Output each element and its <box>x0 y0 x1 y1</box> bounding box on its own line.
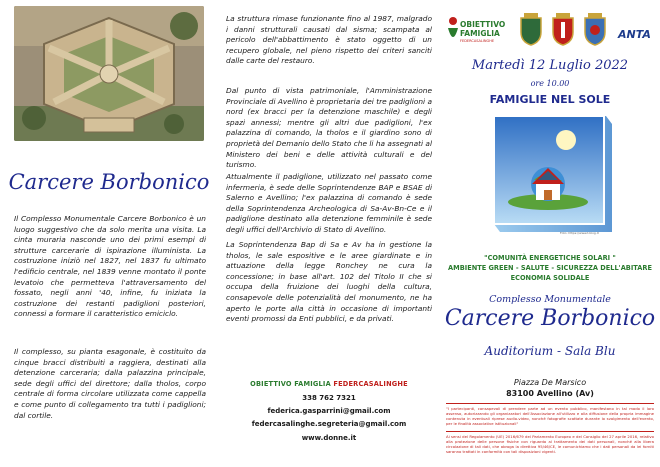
paragraph-current-use: Attualmente il padiglione, utilizzato nel passato come infermeria, è sede delle Soprintendenze BAP e BSAE di Salerno e Avellino; l'ex palazzina di comando è sede della Soprintendenza Archeologica di Sa-Av-Bn-Ce e il padiglione destinato alla detenzione femminile è sede degli uffici dell'Archivio di Stato di Avellino. <box>226 172 432 234</box>
venue-piazza: Piazza De Marsico <box>513 378 587 387</box>
obiettivo-famiglia-logo: OBIETTIVO FAMIGLIA FEDERCASALINGHE <box>446 14 510 50</box>
paragraph-structure: Il complesso, su pianta esagonale, è costituito da cinque bracci distribuiti a raggiera, destinati alla detenzione carceraria; dalla palazzina principale, sede degli uffici del direttore; dalla tholos, corpo centrale di forma circolare utilizzata come cappella e come punto di collegamento tra tutti i padiglioni; dal cortile. <box>14 347 206 420</box>
panel-middle <box>218 0 440 467</box>
contact-org <box>218 380 440 388</box>
crest-icon-1 <box>518 12 544 46</box>
paragraph-history: Il Complesso Monumentale Carcere Borbonico è un luogo suggestivo che da solo merita una visita. La cinta muraria nasconde uno dei primi esempi di strutture carcerarie di ispirazione illuminista. La costruzione iniziò nel 1827, nel 1837 fu ultimato l'edificio centrale, nel 1839 venne montato il ponte levatoio che permetteva l'attraversamento del fossato, negli anni '40, infine, fu iniziata la costruzione dei restanti padiglioni posteriori, connessi a formare il caratteristico emiciclo. <box>14 214 206 319</box>
venue-carcere: Carcere Borbonico <box>444 306 656 331</box>
anta-logo: ANTA <box>618 28 651 41</box>
divider-mid <box>446 431 654 432</box>
paragraph-ownership: Dal punto di vista patrimoniale, l'Amministrazione Provinciale di Avellino è proprietaria dei tre padiglioni a nord (ex bracci per la detenzione maschile) e degli spazi annessi; mentre gli altri due padiglioni, l'ex palazzina di comando, la tholos e il giardino sono di proprietà del Demanio dello Stato che li ha assegnati al Ministero dei beni e delle attività culturali e del turismo. <box>226 86 432 170</box>
panel-right <box>440 0 660 467</box>
crest-icon-2 <box>550 12 576 46</box>
venue-complesso: Complesso Monumentale <box>489 294 611 305</box>
title-carcere-borbonico: Carcere Borbonico <box>8 170 210 194</box>
image-credit: Foto: https://www.t.blog.it <box>560 231 599 235</box>
privacy-note-1: "I partecipanti, consapevoli di prendere parte ad un evento pubblico, manifestano in tal modo il loro assenso, autorizzando gli organizzatori dell'Associazione all'utilizzo e alla diffusione della propria immagine contenuta in eventuali riprese audio-video, nonché fotografie scattate durante lo svolgimento dell'evento, per le finalità associative istituzionali" <box>446 406 654 426</box>
panel-left <box>0 0 218 467</box>
event-time: ore 10.00 <box>530 79 570 88</box>
crest-icon-3 <box>582 12 608 46</box>
logos-row <box>446 4 656 54</box>
solar-house-image <box>480 110 620 238</box>
event-headline: FAMIGLIE NEL SOLE <box>489 93 611 106</box>
contact-email-2[interactable]: federcasalinghe.segreteria@gmail.com <box>251 420 407 428</box>
theme-line-2: AMBIENTE GREEN - SALUTE - SICUREZZA DELL'ABITARE <box>448 264 652 272</box>
theme-line-3: ECONOMIA SOLIDALE <box>510 274 590 282</box>
contact-website[interactable]: www.donne.it <box>301 434 357 442</box>
venue-city: 83100 Avellino (Av) <box>506 389 594 398</box>
org-name-a: OBIETTIVO FAMIGLIA <box>250 380 334 388</box>
divider-top <box>446 403 654 404</box>
theme-line-1: "COMUNITÀ ENERGETICHE SOLARI " <box>484 254 616 262</box>
org-name-b: FEDERCASALINGHE <box>333 380 408 388</box>
paragraph-restoration: La struttura rimase funzionante fino al 1987, malgrado i danni strutturali causati dal sisma; scampata al pericolo dell'abbattimento è stato oggetto di un recupero globale, nel pieno rispetto dei criteri sanciti dalle carte del restauro. <box>226 14 432 66</box>
paragraph-management: La Soprintendenza Bap di Sa e Av ha in gestione la tholos, le sale espositive e le aree giardinate e in attuazione della legge Ronchey ne cura la concessione; in base all'art. 102 del Titolo II che si occupa della fruizione dei luoghi della cultura, consapevole delle potenzialità del monumento, ne ha aperto le porte alla città in occasione di importanti eventi promossi da Enti pubblici, e da privati. <box>226 240 432 324</box>
contact-email-1[interactable]: federica.gasparrini@gmail.com <box>267 407 391 415</box>
event-date: Martedì 12 Luglio 2022 <box>471 58 629 73</box>
privacy-note-2: Ai sensi del Regolamento (UE) 2016/679 del Parlamento Europeo e del Consiglio del 27 aprile 2016, relativo alla protezione delle persone fisiche con riguardo al trattamento dei dati personali, nonché alla libera circolazione di tali dati, che abroga la direttiva 95/46/CE, le comunichiamo che i dati personali da lei forniti saranno trattati in conformità con tali disposizioni vigenti. <box>446 434 654 454</box>
aerial-photo <box>14 6 204 141</box>
venue-auditorium: Auditorium - Sala Blu <box>484 344 616 358</box>
contact-phone: 338 762 7321 <box>302 394 356 402</box>
